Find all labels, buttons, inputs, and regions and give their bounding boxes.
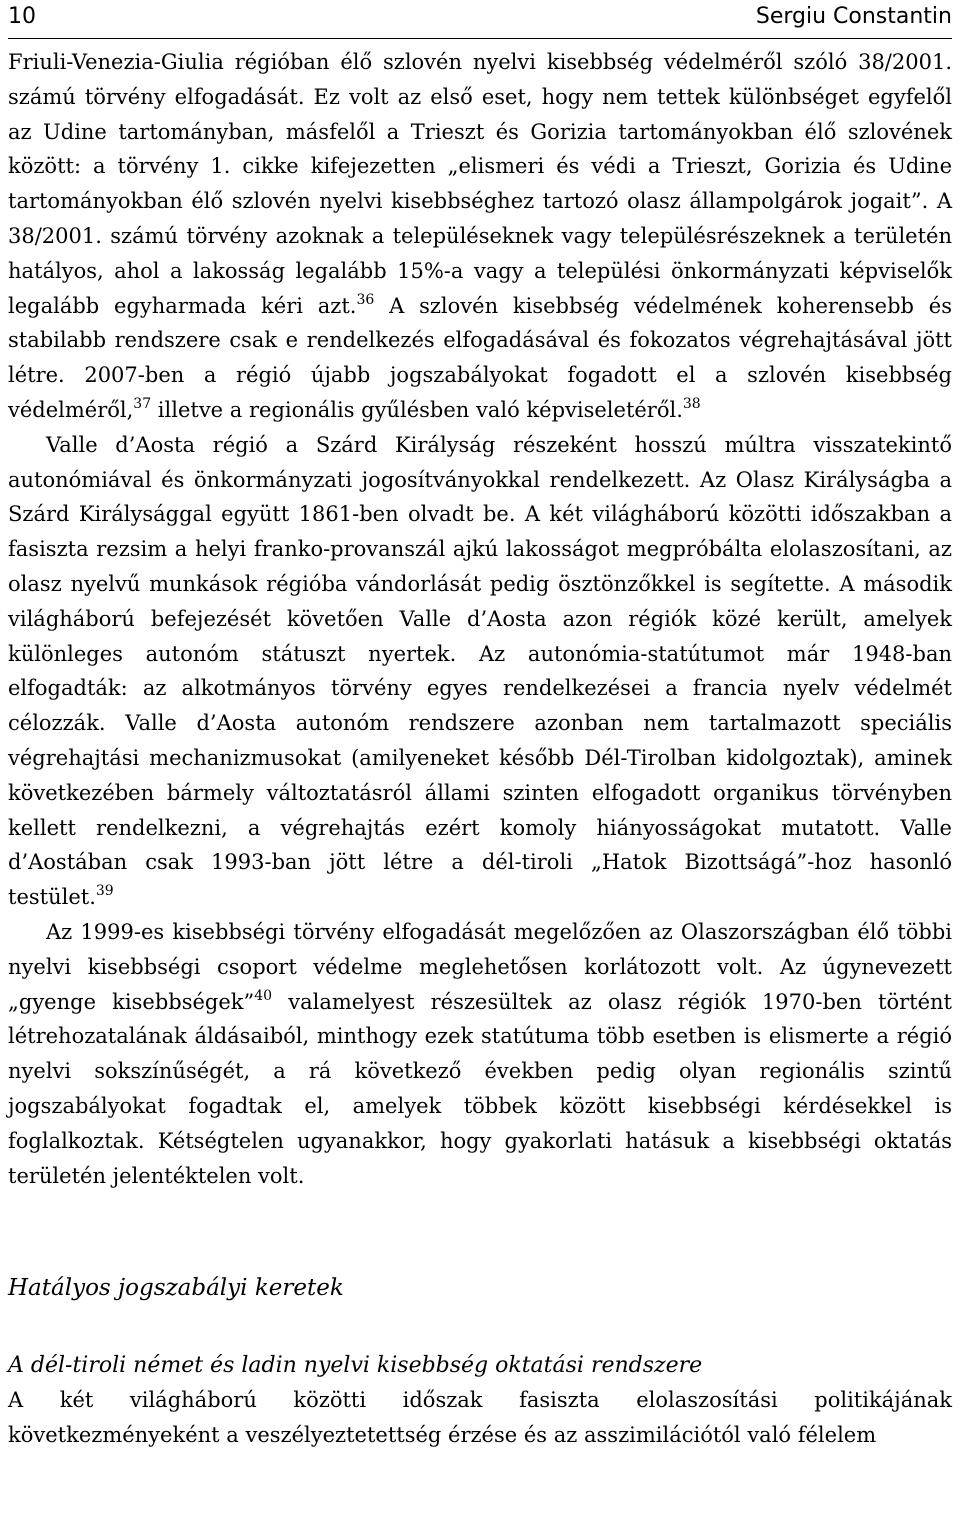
page-number: 10 [8,4,36,29]
paragraph-4: A két világháború közötti időszak fasiszta elolaszosítási politikájának következményeként a veszélyeztetettség érzése és az asszimilációtól való félelem [8,1388,952,1448]
paragraph-1: Friuli-Venezia-Giulia régióban élő szlovén nyelvi kisebbség védelméről szóló 38/2001. számú törvény elfogadását. Ez volt az első eset, hogy nem tettek különbséget egyfelől az Udine tartományban, másfelől a Trieszt és Gorizia tartományokban élő szlovének között: a törvény 1. cikke kifejezetten „elismeri és védi a Trieszt, Gorizia és Udine tartományokban élő szlovén nyelvi kisebbséghez tartozó olasz állampolgárok jogait”. A 38/2001. számú törvény azoknak a településeknek vagy településrészeknek a területén hatályos, ahol a lakosság legalább 15%-a vagy a települési önkormányzati képviselők legalább egyharmada kéri azt.$^{36}$ A szlovén kisebbség védelmének koherensebb és stabilabb rendszere csak e rendelkezés elfogadásával és fokozatos végrehajtásával jött létre. 2007-ben a régió újabb jogszabályokat fogadott el a szlovén kisebbség védelméről,$^{37}$ illetve a regionális gyűlésben való képviseletéről.$^{38}$ [8,50,952,422]
author-name: Sergiu Constantin [755,4,952,29]
body-text [8,45,952,1193]
subsection-heading: A dél-tiroli német és ladin nyelvi kisebbség oktatási rendszere [8,1353,703,1379]
running-header [8,0,952,39]
footnote-ref-39[interactable]: 39 [95,883,114,900]
section-heading: Hatályos jogszabályi keretek [8,1275,344,1302]
document-page [8,0,952,1453]
footnote-ref-37[interactable]: 37 [133,395,152,412]
paragraph-2: Valle d’Aosta régió a Szárd Királyság részeként hosszú múltra visszatekintő autonómiával és önkormányzati jogosítványokkal rendelkezett. Az Olasz Királyságba a Szárd Királysággal együtt 1861-ben olvadt be. A két világháború közötti időszakban a fasiszta rezsim a helyi franko-provanszál ajkú lakosságot megpróbálta elolaszosítani, az olasz nyelvű munkások régióba vándorlását pedig ösztönzőkkel is segítette. A második világháború befejezését követően Valle d’Aosta azon régiók közé került, amelyek különleges autonóm státuszt nyertek. Az autonómia-statútumot már 1948-ban elfogadták: az alkotmányos törvény egyes rendelkezései a francia nyelv védelmét célozzák. Valle d’Aosta autonóm rendszere azonban nem tartalmazott speciális végrehajtási mechanizmusokat (amilyeneket később Dél-Tirolban kidolgoztak), aminek következében bármely változtatásról állami szinten elfogadott organikus törvényben kellett rendelkezni, a végrehajtás ezért komoly hiányosságokat mutatott. Valle d’Aostában csak 1993-ban jött létre a dél-tiroli „Hatok Bizottságá”-hoz hasonló testület.$^{39}$ [8,432,952,910]
footnote-ref-36[interactable]: 36 [356,291,375,308]
paragraph-3: Az 1999-es kisebbségi törvény elfogadását megelőzően az Olaszországban élő többi nyelvi kisebbségi csoport védelme meglehetősen korlátozott volt. Az úgynevezett „gyenge kisebbségek”$^{40}$ valamelyest részesültek az olasz régiók 1970-ben történt létrehozatalának áldásaiból, minthogy ezek statútuma több esetben is elismerte a régió nyelvi sokszínűségét, a rá következő években pedig olyan regionális szintű jogszabályokat fogadtak el, amelyek többek között kisebbségi kérdésekkel is foglalkoztak. Kétségtelen ugyanakkor, hogy gyakorlati hatásuk a kisebbségi oktatás területén jelentéktelen volt. [8,919,952,1188]
footnote-ref-38[interactable]: 38 [682,395,701,412]
footnote-ref-40[interactable]: 40 [254,987,273,1004]
